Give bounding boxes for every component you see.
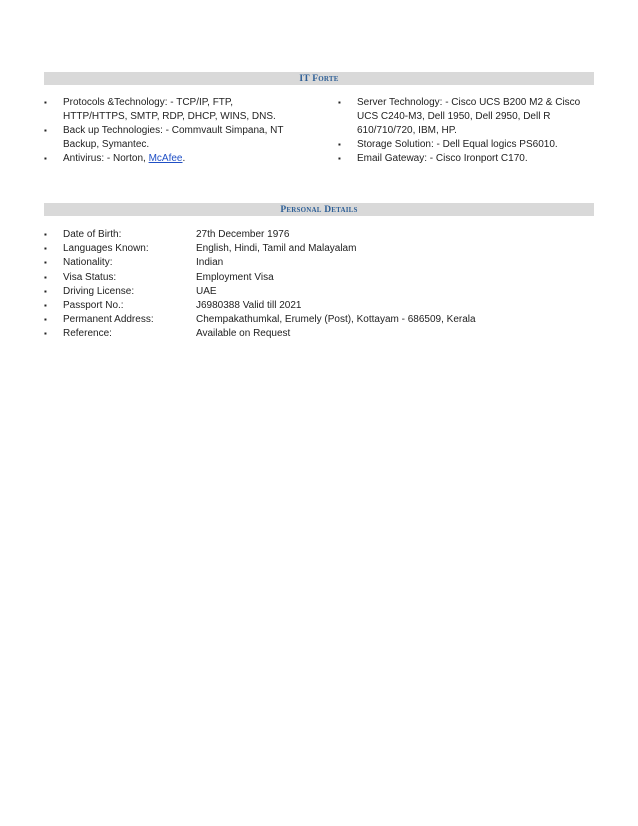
bullet-icon: ▪ — [44, 126, 47, 135]
bullet-icon: ▪ — [44, 315, 47, 325]
item-text: . — [182, 153, 186, 164]
item-text: UCS C240-M3, Dell 1950, Dell 2950, Dell R — [357, 111, 551, 122]
list-item — [44, 152, 314, 166]
detail-label: Reference: — [63, 328, 112, 340]
detail-label: Languages Known: — [63, 243, 149, 255]
bullet-icon: ▪ — [44, 98, 47, 107]
item-text: HTTP/HTTPS, SMTP, RDP, DHCP, WINS, DNS. — [63, 111, 276, 122]
bullet-icon: ▪ — [44, 244, 47, 254]
detail-value: J6980388 Valid till 2021 — [196, 299, 302, 311]
item-text: Protocols &Technology: - TCP/IP, FTP, — [63, 97, 234, 108]
personal-details-title: Personal Details — [280, 205, 358, 215]
it-forte-right-list — [338, 96, 594, 166]
detail-value: 27th December 1976 — [196, 229, 290, 240]
detail-label: Visa Status: — [63, 271, 117, 283]
list-item — [44, 124, 314, 152]
detail-label: Passport No.: — [63, 299, 124, 311]
bullet-icon: ▪ — [44, 230, 47, 239]
detail-label: Date of Birth: — [63, 229, 122, 240]
detail-label: Nationality: — [63, 257, 113, 269]
bullet-icon: ▪ — [44, 154, 47, 163]
detail-value: Chempakathumkal, Erumely (Post), Kottayam - 686509, Kerala — [196, 314, 476, 326]
bullet-icon: ▪ — [44, 272, 47, 282]
bullet-icon: ▪ — [338, 154, 341, 163]
mcafee-link[interactable]: McAfee — [148, 153, 183, 164]
bullet-icon: ▪ — [44, 258, 47, 268]
list-item — [338, 138, 594, 152]
detail-label: Driving License: — [63, 285, 135, 297]
bullet-icon: ▪ — [44, 300, 47, 310]
bullet-icon: ▪ — [338, 98, 341, 107]
bullet-icon: ▪ — [44, 286, 47, 296]
item-text: Server Technology: - Cisco UCS B200 M2 & Cisco — [357, 97, 581, 108]
item-text: Storage Solution: - Dell Equal logics PS6010. — [357, 139, 558, 150]
detail-value: UAE — [196, 285, 217, 297]
bullet-icon: ▪ — [338, 140, 341, 149]
detail-value: English, Hindi, Tamil and Malayalam — [196, 243, 357, 255]
list-item — [338, 96, 594, 138]
item-text: Antivirus: - Norton, — [63, 153, 149, 164]
list-item — [338, 152, 594, 166]
item-text: Backup, Symantec. — [63, 139, 150, 150]
detail-value: Indian — [196, 257, 224, 269]
detail-label: Permanent Address: — [63, 314, 154, 326]
list-item — [44, 96, 314, 124]
personal-details-header-bar — [44, 203, 594, 216]
detail-value: Employment Visa — [196, 271, 274, 283]
item-text: Back up Technologies: - Commvault Simpana, NT — [63, 125, 284, 136]
detail-value: Available on Request — [196, 328, 291, 340]
item-text: 610/710/720, IBM, HP. — [357, 125, 457, 136]
it-forte-left-list — [44, 96, 314, 166]
it-forte-title: IT Forte — [299, 74, 339, 84]
bullet-icon: ▪ — [44, 329, 47, 339]
it-forte-header-bar — [44, 72, 594, 85]
item-text: Email Gateway: - Cisco Ironport C170. — [357, 153, 528, 164]
